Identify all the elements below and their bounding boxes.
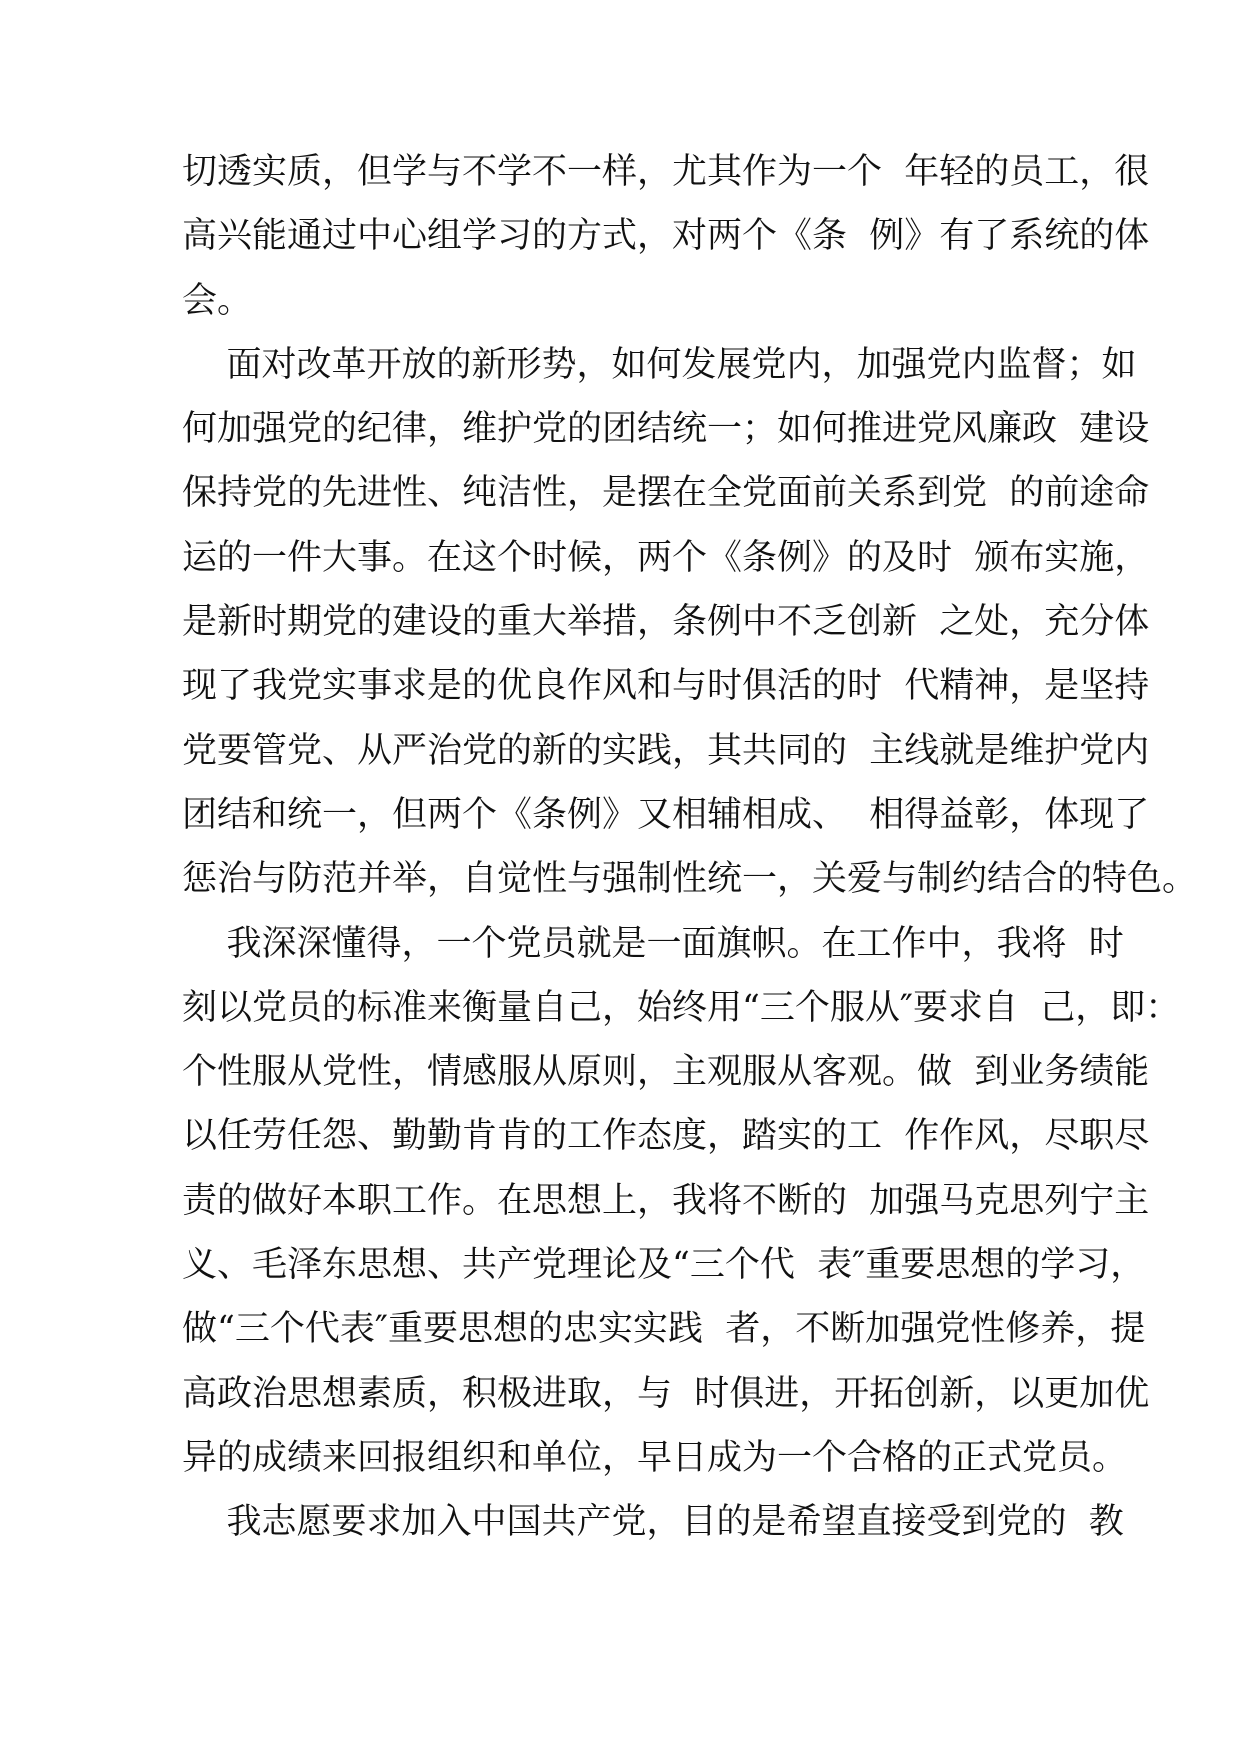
text-line: 是新时期党的建设的重大举措，条例中不乏创新 之处，充分体 [182, 602, 1150, 643]
text-line: 责的做好本职工作。在思想上，我将不断的 加强马克思列宁主 [182, 1180, 1150, 1221]
paragraph [182, 1490, 1124, 1554]
text-line: 会。 [182, 280, 253, 321]
text-line: 保持党的先进性、纯洁性，是摆在全党面前关系到党 的前途命 [182, 473, 1150, 514]
text-line: 面对改革开放的新形势，如何发展党内，加强党内监督；如 [182, 344, 1137, 385]
text-line: 高政治思想素质，积极进取，与 时俱进，开拓创新，以更加优 [182, 1373, 1150, 1414]
paragraph [182, 912, 1181, 1491]
text-line: 何加强党的纪律，维护党的团结统一；如何推进党风廉政 建设 [182, 409, 1150, 450]
paragraph [182, 140, 1150, 333]
text-line: 义、毛泽东思想、共产党理论及“三个代 表″重要思想的学习， [182, 1245, 1146, 1286]
text-line: 我志愿要求加入中国共产党，目的是希望直接受到党的 教 [182, 1502, 1124, 1543]
text-line: 个性服从党性，情感服从原则，主观服从客观。做 到业务绩能 [182, 1052, 1150, 1093]
text-line: 运的一件大事。在这个时候，两个《条例》的及时 颁布实施， [182, 537, 1150, 578]
text-line: 现了我党实事求是的优良作风和与时俱活的时 代精神，是坚持 [182, 666, 1150, 707]
text-line: 异的成绩来回报组织和单位，早日成为一个合格的正式党员。 [182, 1437, 1128, 1478]
text-line: 做“三个代表″重要思想的忠实实践 者，不断加强党性修养，提 [182, 1309, 1146, 1350]
text-line: 刻以党员的标准来衡量自己，始终用“三个服从″要求自 己，即： [182, 987, 1181, 1028]
document-body [182, 140, 1198, 1555]
text-line: 我深深懂得，一个党员就是一面旗帜。在工作中，我将 时 [182, 923, 1124, 964]
paragraph [182, 333, 1198, 912]
text-line: 党要管党、从严治党的新的实践，其共同的 主线就是维护党内 [182, 730, 1150, 771]
text-line: 团结和统一，但两个《条例》又相辅相成、 相得益彰，体现了 [182, 794, 1150, 835]
text-line: 以任劳任怨、勤勤肯肯的工作态度，踏实的工 作作风，尽职尽 [182, 1116, 1150, 1157]
text-line: 惩治与防范并举，自觉性与强制性统一，关爱与制约结合的特色。 [182, 859, 1198, 900]
text-line: 切透实质，但学与不学不一样，尤其作为一个 年轻的员工，很 [182, 152, 1150, 192]
text-line: 高兴能通过中心组学习的方式，对两个《条 例》有了系统的体 [182, 216, 1150, 257]
